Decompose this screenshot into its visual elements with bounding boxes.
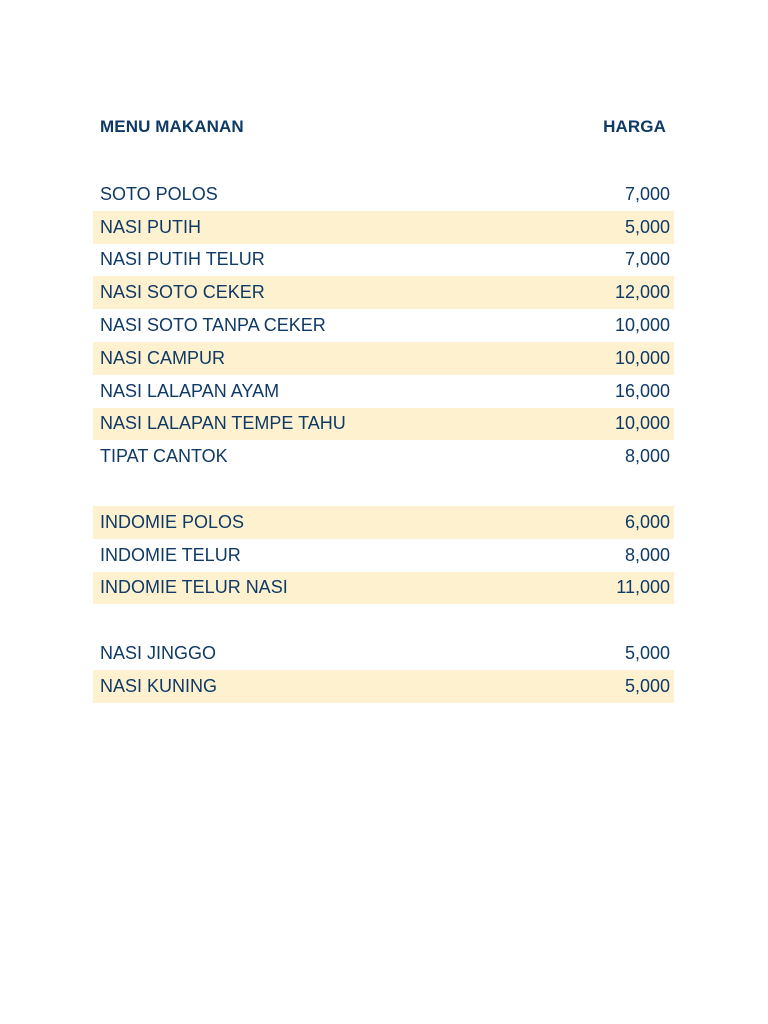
- menu-item-price: 10,000: [614, 315, 670, 336]
- group-spacer: [93, 604, 674, 637]
- menu-item-name: NASI JINGGO: [100, 643, 217, 664]
- menu-item-row: [93, 244, 674, 277]
- menu-item-name: NASI PUTIH: [100, 216, 202, 237]
- menu-item-price: 7,000: [624, 249, 670, 270]
- menu-item-name: TIPAT CANTOK: [100, 446, 228, 467]
- menu-item-row: [93, 342, 674, 375]
- menu-item-row: [93, 440, 674, 473]
- menu-item-row: [93, 276, 674, 309]
- menu-item-price: 11,000: [616, 577, 670, 598]
- menu-item-row: [93, 211, 674, 244]
- menu-item-price: 5,000: [624, 643, 670, 664]
- menu-item-row: [93, 408, 674, 441]
- menu-item-row: [93, 506, 674, 539]
- menu-item-name: NASI PUTIH TELUR: [100, 249, 265, 270]
- menu-item-price: 8,000: [624, 446, 670, 467]
- menu-item-name: NASI LALAPAN TEMPE TAHU: [100, 413, 346, 434]
- menu-item-row: [93, 670, 674, 703]
- menu-column-title: MENU MAKANAN: [100, 117, 244, 136]
- menu-item-name: INDOMIE TELUR NASI: [100, 577, 288, 598]
- menu-item-name: NASI CAMPUR: [100, 347, 226, 368]
- menu-item-row: [93, 309, 674, 342]
- menu-item-row: [93, 572, 674, 605]
- menu-item-row: [93, 375, 674, 408]
- menu-item-price: 12,000: [614, 282, 670, 303]
- price-column-title: HARGA: [603, 117, 666, 136]
- menu-item-price: 8,000: [624, 544, 670, 565]
- menu-item-row: [93, 539, 674, 572]
- menu-item-price: 7,000: [624, 183, 670, 204]
- menu-item-price: 16,000: [614, 380, 670, 401]
- menu-item-price: 6,000: [624, 511, 670, 532]
- menu-item-row: [93, 637, 674, 670]
- menu-header: [93, 112, 674, 142]
- menu-item-price: 5,000: [624, 675, 670, 696]
- menu-item-name: INDOMIE POLOS: [100, 511, 245, 532]
- menu-item-name: SOTO POLOS: [100, 183, 218, 204]
- menu-item-price: 10,000: [614, 347, 670, 368]
- menu-sheet: [93, 112, 674, 703]
- menu-item-price: 5,000: [624, 216, 670, 237]
- menu-item-row: [93, 178, 674, 211]
- group-spacer: [93, 473, 674, 506]
- menu-item-name: NASI SOTO CEKER: [100, 282, 265, 303]
- menu-item-name: NASI KUNING: [100, 675, 218, 696]
- menu-item-name: NASI SOTO TANPA CEKER: [100, 315, 326, 336]
- menu-item-name: NASI LALAPAN AYAM: [100, 380, 280, 401]
- menu-item-price: 10,000: [614, 413, 670, 434]
- menu-item-name: INDOMIE TELUR: [100, 544, 241, 565]
